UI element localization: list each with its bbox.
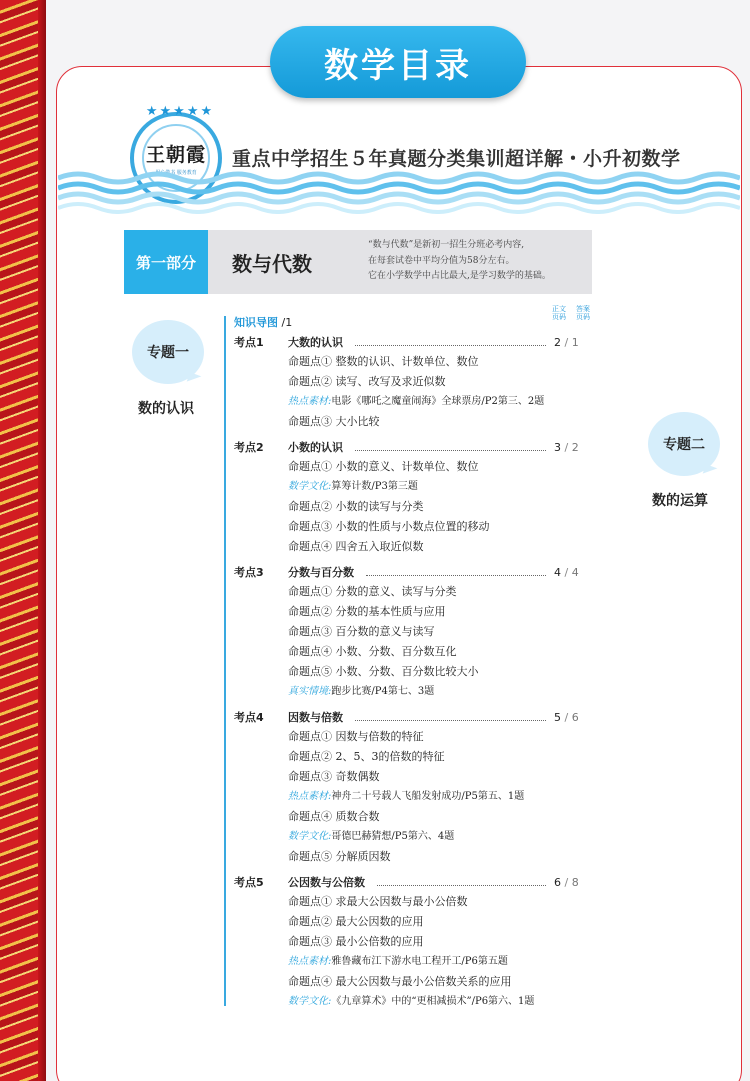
book-title: 重点中学招生５年真题分类集训超详解・小升初数学 (232, 148, 681, 170)
knowledge-map-page: /1 (281, 316, 293, 329)
topic-bubble-2: 专题二 (648, 412, 720, 476)
toc-section-heading[interactable] (234, 872, 594, 892)
highlight-text: 哥德巴赫猜想/P5第六、4题 (331, 831, 455, 842)
page-title: 数学目录 (270, 26, 526, 98)
logo-tagline: 用心做书 服务教育 (155, 170, 197, 176)
section-title: 大数的认识 (288, 336, 343, 349)
item-text: 命题点④ 小数、分数、百分数互化 (288, 645, 457, 658)
highlight-text: 跑步比赛/P4第七、3题 (331, 686, 435, 697)
toc-section (234, 437, 594, 557)
toc-section (234, 707, 594, 867)
part-description (368, 238, 592, 285)
highlight-tag: 数学文化: (288, 831, 332, 842)
toc-item[interactable] (234, 497, 594, 517)
knowledge-map-entry[interactable] (234, 314, 292, 330)
highlight-text: 算筹计数/P3第三题 (331, 481, 418, 492)
section-number: 考点4 (234, 711, 264, 724)
toc-item[interactable] (234, 847, 594, 867)
page-separator: / (564, 440, 569, 454)
answer-page-number: 6 (571, 710, 579, 724)
section-number: 考点2 (234, 441, 264, 454)
section-number: 考点3 (234, 566, 264, 579)
dot-leader (355, 338, 546, 346)
item-text: 命题点③ 大小比较 (288, 415, 380, 428)
topic-bubble-1: 专题一 (132, 320, 204, 384)
toc-item[interactable] (234, 662, 594, 682)
toc-highlight-item[interactable] (234, 682, 594, 702)
toc-item[interactable] (234, 767, 594, 787)
item-text: 命题点④ 最大公因数与最小公倍数关系的应用 (288, 975, 512, 988)
toc-item[interactable] (234, 642, 594, 662)
toc-highlight-item[interactable] (234, 477, 594, 497)
toc-divider (224, 316, 226, 1006)
highlight-tag: 热点素材: (288, 956, 332, 967)
toc-item[interactable] (234, 892, 594, 912)
highlight-tag: 热点素材: (288, 791, 332, 802)
highlight-text: 《九章算术》中的“更相减损术”/P6第六、1题 (331, 996, 535, 1007)
item-text: 命题点② 分数的基本性质与应用 (288, 605, 446, 618)
section-pages (554, 336, 594, 349)
toc-item[interactable] (234, 412, 594, 432)
item-text: 命题点③ 最小公倍数的应用 (288, 935, 424, 948)
dot-leader (366, 568, 546, 576)
highlight-text: 电影《哪吒之魔童闹海》全球票房/P2第三、2题 (331, 396, 545, 407)
highlight-tag: 真实情境: (288, 686, 332, 697)
toc-item[interactable] (234, 932, 594, 952)
dot-leader (355, 443, 546, 451)
answer-page-number: 8 (571, 875, 579, 889)
toc-item[interactable] (234, 807, 594, 827)
item-text: 命题点④ 质数合数 (288, 810, 380, 823)
part-label: 第一部分 (124, 230, 208, 294)
knowledge-map-label: 知识导图 (234, 316, 278, 329)
section-title: 分数与百分数 (288, 566, 354, 579)
item-text: 命题点② 2、5、3的倍数的特征 (288, 750, 445, 763)
toc-highlight-item[interactable] (234, 952, 594, 972)
toc-item[interactable] (234, 537, 594, 557)
toc-item[interactable] (234, 747, 594, 767)
section-title: 因数与倍数 (288, 711, 343, 724)
toc-item[interactable] (234, 372, 594, 392)
wave-decoration (58, 168, 740, 214)
page-separator: / (564, 565, 569, 579)
toc-item[interactable] (234, 602, 594, 622)
highlight-tag: 热点素材: (288, 396, 332, 407)
toc-highlight-item[interactable] (234, 392, 594, 412)
toc-item[interactable] (234, 457, 594, 477)
part-header (124, 230, 592, 294)
item-text: 命题点① 分数的意义、读写与分类 (288, 585, 457, 598)
item-text: 命题点② 最大公因数的应用 (288, 915, 424, 928)
page-separator: / (564, 875, 569, 889)
section-pages (554, 441, 594, 454)
highlight-text: 神舟二十号载人飞船发射成功/P5第五、1题 (331, 791, 525, 802)
item-text: 命题点② 读写、改写及求近似数 (288, 375, 446, 388)
item-text: 命题点⑤ 小数、分数、百分数比较大小 (288, 665, 479, 678)
dot-leader (355, 713, 546, 721)
item-text: 命题点③ 百分数的意义与读写 (288, 625, 435, 638)
answer-page-number: 4 (571, 565, 579, 579)
section-number: 考点1 (234, 336, 264, 349)
toc-section (234, 332, 594, 432)
table-of-contents (234, 332, 594, 1012)
toc-section (234, 872, 594, 1012)
toc-section-heading[interactable] (234, 437, 594, 457)
item-text: 命题点⑤ 分解质因数 (288, 850, 391, 863)
part-description-line: 它在小学数学中占比最大,是学习数学的基础。 (368, 271, 551, 281)
part-title: 数与代数 (232, 252, 312, 276)
toc-item[interactable] (234, 912, 594, 932)
page-number: 5 (554, 710, 561, 724)
item-text: 命题点① 整数的认识、计数单位、数位 (288, 355, 479, 368)
answer-page-number: 2 (571, 440, 579, 454)
toc-highlight-item[interactable] (234, 827, 594, 847)
highlight-tag: 数学文化: (288, 481, 332, 492)
part-description-line: “数与代数”是新初一招生分班必考内容, (368, 240, 525, 250)
toc-highlight-item[interactable] (234, 787, 594, 807)
section-pages (554, 876, 594, 889)
toc-item[interactable] (234, 622, 594, 642)
toc-section (234, 562, 594, 702)
toc-section-heading[interactable] (234, 332, 594, 352)
section-pages (554, 711, 594, 724)
item-text: 命题点① 求最大公因数与最小公倍数 (288, 895, 468, 908)
item-text: 命题点③ 小数的性质与小数点位置的移动 (288, 520, 490, 533)
page-number: 2 (554, 335, 561, 349)
item-text: 命题点① 因数与倍数的特征 (288, 730, 424, 743)
topic-name-2: 数的运算 (652, 493, 708, 509)
column-head-main: 正文 页码 (552, 305, 566, 321)
logo-name: 王朝霞 (145, 144, 206, 166)
toc-item[interactable] (234, 727, 594, 747)
toc-highlight-item[interactable] (234, 992, 594, 1012)
highlight-tag: 数学文化: (288, 996, 332, 1007)
part-description-line: 在每套试卷中平均分值为58分左右。 (368, 255, 515, 266)
toc-item[interactable] (234, 517, 594, 537)
decorative-ribbon (0, 0, 46, 1081)
answer-page-number: 1 (571, 335, 579, 349)
page-number: 4 (554, 565, 561, 579)
dot-leader (377, 878, 546, 886)
page-number: 6 (554, 875, 561, 889)
item-text: 命题点④ 四舍五入取近似数 (288, 540, 424, 553)
star-icon: ★★★★★ (145, 104, 215, 119)
item-text: 命题点③ 奇数偶数 (288, 770, 380, 783)
item-text: 命题点① 小数的意义、计数单位、数位 (288, 460, 479, 473)
toc-item[interactable] (234, 352, 594, 372)
page-number: 3 (554, 440, 561, 454)
section-title: 小数的认识 (288, 441, 343, 454)
item-text: 命题点② 小数的读写与分类 (288, 500, 424, 513)
topic-name-1: 数的认识 (138, 401, 194, 417)
toc-section-heading[interactable] (234, 707, 594, 727)
column-head-answer: 答案 页码 (576, 305, 590, 321)
section-pages (554, 566, 594, 579)
page-separator: / (564, 335, 569, 349)
page-separator: / (564, 710, 569, 724)
toc-item[interactable] (234, 582, 594, 602)
section-number: 考点5 (234, 876, 264, 889)
highlight-text: 雅鲁藏布江下游水电工程开工/P6第五题 (331, 956, 508, 967)
section-title: 公因数与公倍数 (288, 876, 365, 889)
toc-section-heading[interactable] (234, 562, 594, 582)
toc-item[interactable] (234, 972, 594, 992)
